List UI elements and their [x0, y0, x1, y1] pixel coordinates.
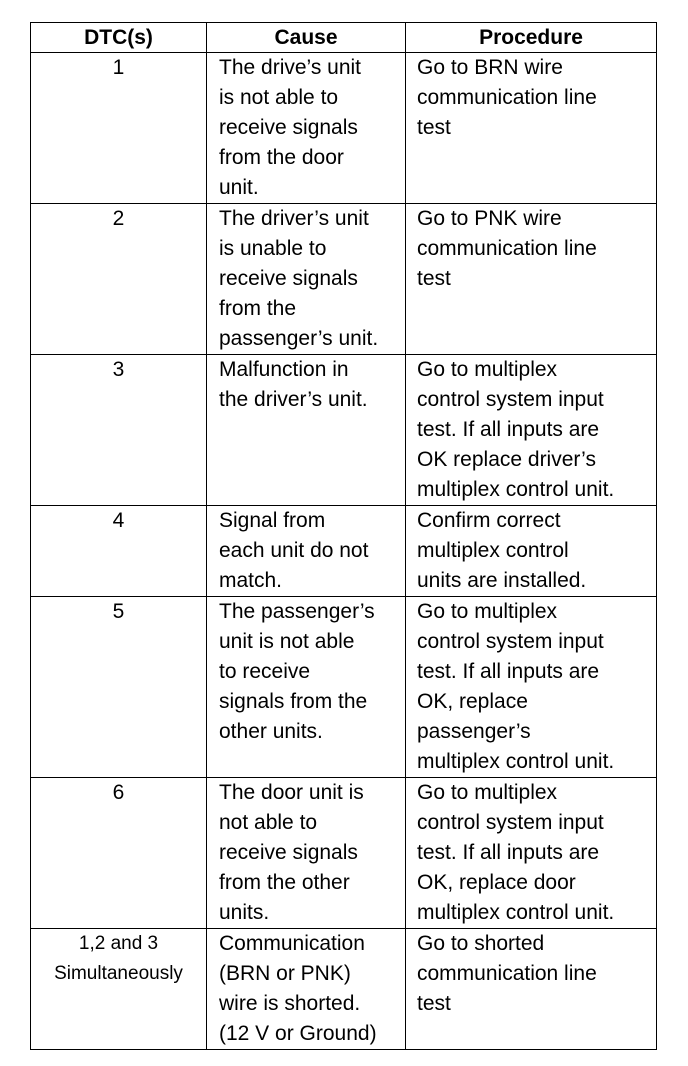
table-row	[31, 506, 657, 597]
cause-cell-line: each unit do not	[219, 539, 369, 562]
procedure-cell-line: test	[417, 267, 451, 290]
cause-cell-line: Malfunction in	[219, 358, 349, 381]
cause-cell	[207, 355, 406, 506]
cause-cell-line: passenger’s unit.	[219, 327, 379, 350]
cause-cell-line: unit.	[219, 176, 259, 199]
procedure-cell-line: test. If all inputs are	[417, 841, 600, 864]
dtc-cell-line: 5	[112, 600, 125, 623]
procedure-cell-line: test. If all inputs are	[417, 418, 600, 441]
cause-cell-line: The driver’s unit	[219, 207, 369, 230]
procedure-cell-line: units are installed.	[417, 569, 587, 592]
procedure-cell	[406, 204, 657, 355]
procedure-cell-line: Confirm correct	[417, 509, 561, 532]
procedure-cell	[406, 53, 657, 204]
dtc-cell	[31, 355, 207, 506]
procedure-cell-line: multiplex control unit.	[417, 478, 615, 501]
cause-cell-line: from the door	[219, 146, 344, 169]
procedure-cell-line: multiplex control	[417, 539, 569, 562]
cause-cell	[207, 506, 406, 597]
procedure-cell-line: multiplex control unit.	[417, 750, 615, 773]
procedure-cell-line: control system input	[417, 811, 604, 834]
cause-cell-line: (12 V or Ground)	[219, 1022, 377, 1045]
dtc-cell	[31, 506, 207, 597]
dtc-cell-line: Simultaneously	[54, 963, 183, 984]
table-row	[31, 929, 657, 1050]
cause-cell	[207, 53, 406, 204]
procedure-cell-line: test	[417, 116, 451, 139]
procedure-cell-line: control system input	[417, 388, 604, 411]
cause-cell-line: is unable to	[219, 237, 327, 260]
procedure-cell-line: Go to shorted	[417, 932, 545, 955]
cause-cell-line: Signal from	[219, 509, 326, 532]
cause-cell-line: not able to	[219, 811, 318, 834]
cause-cell-line: The passenger’s	[219, 600, 375, 623]
table-row	[31, 355, 657, 506]
dtc-cell	[31, 204, 207, 355]
procedure-cell-line: OK, replace	[417, 690, 528, 713]
procedure-cell-line: Go to multiplex	[417, 600, 558, 623]
dtc-cell	[31, 778, 207, 929]
cause-cell-line: units.	[219, 901, 270, 924]
header-dtc: DTC(s)	[31, 23, 207, 53]
cause-cell-line: match.	[219, 569, 283, 592]
cause-cell-line: from the	[219, 297, 297, 320]
procedure-cell-line: OK replace driver’s	[417, 448, 596, 471]
cause-cell-line: The door unit is	[219, 781, 364, 804]
table-row	[31, 53, 657, 204]
dtc-troubleshooting-table	[30, 22, 657, 1050]
header-cause: Cause	[207, 23, 406, 53]
procedure-cell-line: passenger’s	[417, 720, 531, 743]
procedure-cell-line: Go to multiplex	[417, 358, 558, 381]
dtc-cell-line: 2	[112, 207, 125, 230]
table-row	[31, 204, 657, 355]
procedure-cell	[406, 355, 657, 506]
cause-cell	[207, 778, 406, 929]
procedure-cell	[406, 778, 657, 929]
procedure-cell	[406, 597, 657, 778]
dtc-cell-line: 6	[112, 781, 125, 804]
cause-cell-line: is not able to	[219, 86, 339, 109]
cause-cell-line: receive signals	[219, 116, 358, 139]
procedure-cell-line: test. If all inputs are	[417, 660, 600, 683]
dtc-cell-line: 1,2 and 3	[78, 933, 159, 954]
cause-cell	[207, 204, 406, 355]
table-body	[31, 53, 657, 1050]
procedure-cell-line: OK, replace door	[417, 871, 576, 894]
procedure-cell-line: communication line	[417, 962, 597, 985]
cause-cell-line: from the other	[219, 871, 350, 894]
cause-cell-line: to receive	[219, 660, 311, 683]
procedure-cell-line: Go to multiplex	[417, 781, 558, 804]
cause-cell-line: wire is shorted.	[219, 992, 361, 1015]
dtc-cell-line: 1	[112, 56, 125, 79]
cause-cell-line: unit is not able	[219, 630, 355, 653]
cause-cell	[207, 929, 406, 1050]
dtc-cell	[31, 53, 207, 204]
procedure-cell-line: control system input	[417, 630, 604, 653]
dtc-cell	[31, 597, 207, 778]
cause-cell-line: The drive’s unit	[219, 56, 362, 79]
procedure-cell-line: test	[417, 992, 451, 1015]
cause-cell	[207, 597, 406, 778]
cause-cell-line: other units.	[219, 720, 323, 743]
dtc-cell-line: 4	[112, 509, 125, 532]
cause-cell-line: receive signals	[219, 267, 358, 290]
table-row	[31, 778, 657, 929]
header-procedure: Procedure	[406, 23, 657, 53]
procedure-cell-line: multiplex control unit.	[417, 901, 615, 924]
cause-cell-line: signals from the	[219, 690, 368, 713]
procedure-cell-line: Go to PNK wire	[417, 207, 562, 230]
table-header	[31, 23, 657, 53]
procedure-cell-line: communication line	[417, 86, 597, 109]
procedure-cell	[406, 506, 657, 597]
procedure-cell-line: Go to BRN wire	[417, 56, 563, 79]
cause-cell-line: Communication	[219, 932, 365, 955]
header-row	[31, 23, 657, 53]
dtc-cell-line: 3	[112, 358, 125, 381]
cause-cell-line: receive signals	[219, 841, 358, 864]
dtc-cell	[31, 929, 207, 1050]
cause-cell-line: (BRN or PNK)	[219, 962, 351, 985]
table-row	[31, 597, 657, 778]
procedure-cell-line: communication line	[417, 237, 597, 260]
procedure-cell	[406, 929, 657, 1050]
cause-cell-line: the driver’s unit.	[219, 388, 368, 411]
